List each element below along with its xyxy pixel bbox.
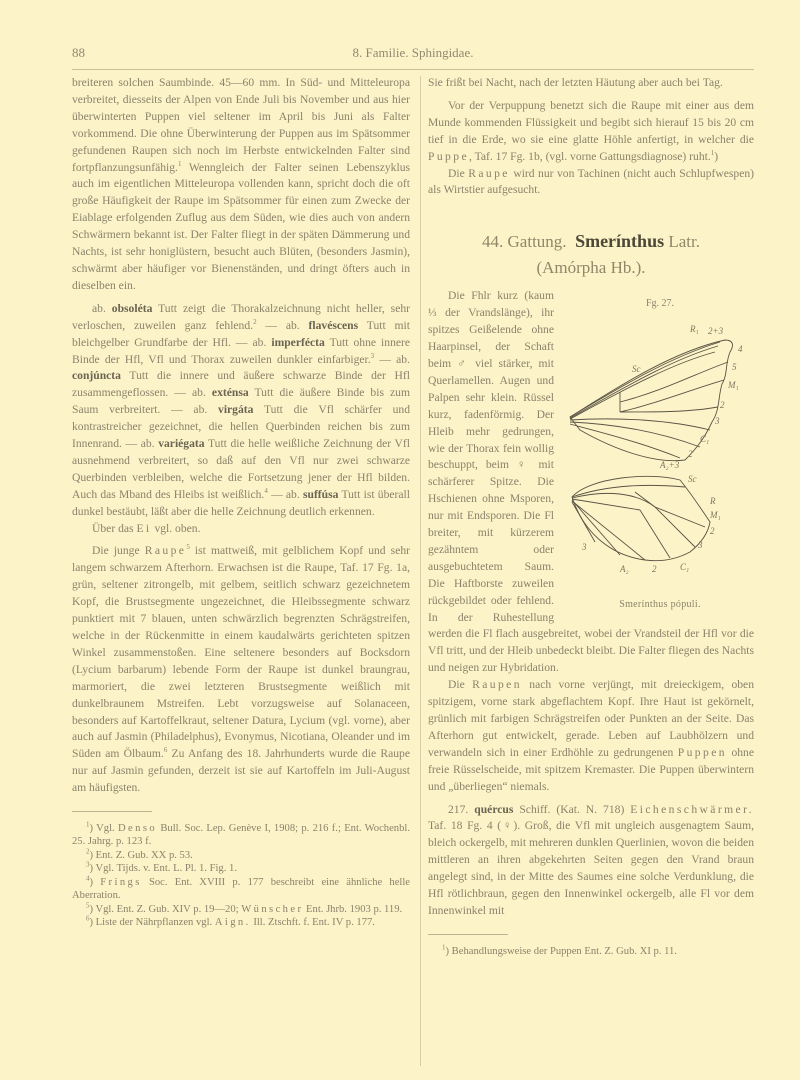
wing-venation-drawing [560, 312, 760, 602]
aberration-name: obsoléta [111, 301, 153, 315]
paragraph-feeding: Sie frißt bei Nacht, nach der letzten Häutung aber auch bei Tag. [428, 76, 723, 89]
footnote: $^4$) Frings Soc. Ent. XVIII p. 177 beschreibt eine ähnliche helle Aberration. [72, 874, 411, 902]
forewing-vein [620, 407, 718, 412]
vein-label: Sc [688, 474, 697, 485]
paragraph-genus-larvae: Die Raupen nach vorne verjüngt, mit dreieckigem, oben spitzigem, vorne stark abgeflachtem Kopf. Ihre Haut ist gekörnelt, grünlich mit farbigen Schrägstreifen oder Punkten an der Seite. Das Afterhorn gut entwickelt, gerade. Leben auf Laubhölzern und verwandeln sich in einer Erdhöhle zu gedrungenen Puppen ohne freie Rüsselscheide, mit spitzem Kremaster. Die Puppen überwintern und „überliegen“ niemals. [428, 678, 754, 793]
paragraph-pupation: Vor der Verpuppung benetzt sich die Raupe mit einer aus dem Munde kommenden Flüssigkeit und begibt sich hierauf 15 bis 20 cm tief in die Erde, wo sie eine glatte Höhle anfertigt, in welcher die Puppe, Taf. 17 Fg. 1b, (vgl. vorne Gattungsdiagnose) ruht.$^1$) [428, 98, 754, 163]
running-head: 8. Familie. Sphingidae. [352, 45, 474, 60]
aberration-name: virgáta [218, 403, 254, 417]
aberration-name: exténsa [211, 386, 249, 400]
footnote: $^1$) Vgl. Denso Bull. Soc. Lep. Genève I, 1908; p. 216 f.; Ent. Wochenbl. 25. Jahrg. p. 123 f. [72, 820, 410, 848]
figure-wing-venation [560, 292, 760, 622]
footnote: $^6$) Liste der Nährpflanzen vgl. Aign. Ill. Ztschft. f. Ent. IV p. 177. [86, 914, 375, 928]
vein-label: 2 [652, 564, 657, 575]
forewing-vein [570, 419, 710, 430]
vein-label: 3 [715, 416, 720, 427]
paragraph-parasites: Die Raupe wird nur von Tachinen (nicht auch Schlupfwespen) als Wirtstier aufgesucht. [428, 166, 754, 197]
column-divider [420, 76, 421, 1066]
vein-label: C₁ [700, 434, 710, 445]
page-number: 88 [72, 45, 85, 60]
vein-label: Sc [632, 364, 641, 375]
vein-label: 3 [582, 542, 587, 553]
figure-label: Fg. 27. [645, 298, 675, 310]
vein-label: 4 [738, 344, 743, 355]
vein-label: C₁ [680, 562, 690, 573]
footnote: $^1$) Behandlungsweise der Puppen Ent. Z. Gub. XI p. 11. [442, 943, 677, 957]
footnote-rule [72, 811, 152, 812]
hindwing-vein [572, 494, 655, 508]
aberration-name: imperfécta [271, 335, 325, 349]
hindwing-outline [572, 477, 710, 561]
footnote: $^5$) Vgl. Ent. Z. Gub. XIV p. 19—20; Wünscher Ent. Jhrb. 1903 p. 119. [86, 900, 403, 915]
footnotes-left [72, 822, 410, 929]
vein-label: R₁ [690, 324, 699, 335]
footnote: $^2$) Ent. Z. Gub. XX p. 53. [86, 847, 193, 861]
vein-label: 2 [710, 526, 715, 537]
paragraph-egg: Über das Ei vgl. oben. [92, 521, 201, 535]
species-common-name: Eichenschwärmer. [630, 802, 754, 816]
vein-label: M₁ [728, 380, 739, 391]
genus-name: Smerínthus [575, 231, 665, 252]
aberration-name: suffúsa [302, 487, 339, 501]
genus-heading: 44. Gattung. Smerínthus Latr. [482, 231, 700, 252]
vein-label: 2+3 [708, 326, 724, 337]
right-column [428, 75, 754, 958]
hindwing-vein [572, 500, 620, 555]
vein-label: R [710, 496, 716, 507]
paragraph-genus-description: Die Fhlr kurz (kaum ⅓ der Vrandslänge), ihr spitzes Geißelende ohne Haarpinsel, der Schaft beim ♂ viel stärker, mit Querlamellen. Augen und Palpen sehr klein. Rüssel kurz, fadenförmig. Der Hleib mehr gedrungen, wie der Thorax fein wollig beschuppt, beim ♀ mit schärferer Spitze. Die Hschienen ohne Msporen, nur mit Endsporen. Die Fl breiter, mit kürzerem gezähntem oder ausgebuchtetem Saum. Die Haftborste zuweilen rückgebildet oder fehlend. In der Ruhestellung werden die Fl flach ausgebreitet, wobei der Vrandsteil der Hfl vor die Vfl tritt, und der Hleib unbedeckt bleibt. Die Falter fliegen des Nachts und neigen zur Hybridation. [428, 289, 754, 675]
figure-caption: Smerínthus pópuli. [619, 599, 701, 611]
footnotes-right [428, 945, 754, 958]
vein-label: A₂+3 [660, 460, 680, 471]
paragraph-species-quercus: 217. quércus Schiff. (Kat. N. 718) Eichenschwärmer. Taf. 18 Fg. 4 (♀). Groß, die Vfl mit ungleich ausgenagtem Saum, bleich ockergelb, mit mehreren dunklen Querlinien, wovon die beiden mittleren an ihren abgekehrten Seiten gegen den Vrand braun angelegt sind, in der Mitte des Saumes eine solche Verdunklung, die Hfl rötlichbraun, gegen den Innenwinkel ockergelb, alle Fl vor dem Innenwinkel mit [428, 802, 754, 917]
vein-label: M₁ [710, 510, 721, 521]
vein-label: 2 [688, 449, 693, 460]
forewing-vein [570, 424, 680, 458]
hindwing-vein [655, 507, 695, 547]
forewing-vein [570, 422, 700, 447]
vein-label: 5 [732, 362, 737, 373]
header-rule [72, 69, 754, 70]
paragraph-larva: Die junge Raupe$^5$ ist mattweiß, mit gelblichem Kopf und sehr langem schwarzem Afterhorn. Erwachsen ist die Raupe, Taf. 17 Fg. 1a, grün, seltener zitrongelb, mit gelbem, seitlich schwarz gezeichnetem Kopf, die Brustsegmente ungezeichnet, die Hleibssegmente schwarz punktiert mit 7 blauen, unten schwärzlich begrenzten Schrägstreifen, welche in der Rückenmitte in einem kaudalwärts gerichteten spitzen Winkel zusammenstoßen. Eine seltenere besonders auf Bocksdorn (Lycium barbarum) lebende Form der Raupe ist dunkel braungrau, marmoriert, die zwei letzteren Brustsegmente weißlich mit dunkelbraunem Mstreifen. Lebt vorzugsweise auf Solanaceen, besonders auf Kartoffelkraut, seltener Datura, Lycium (vgl. vorne), aber auch auf Jasmin (Philadelphus), Evonymus, Nicotiana, Oleander und im Süden am Ölbaum.$^6$ Zu Anfang des 18. Jahrhunderts wurde die Raupe nur auf Jasmin gefunden, derzeit ist sie auf Kartoffeln im Juli-August am häufigsten. [72, 543, 411, 795]
aberration-name: flavéscens [308, 318, 359, 332]
page-header [72, 45, 754, 67]
aberration-name: variégata [158, 437, 205, 451]
aberration-name: conjúncta [72, 369, 121, 383]
hindwing-vein [572, 499, 640, 510]
footnote-rule [428, 934, 508, 935]
vein-label: A₂ [620, 564, 629, 575]
left-column [72, 75, 410, 929]
footnote-ref: 1 [177, 159, 182, 168]
forewing-vein [570, 352, 715, 419]
vein-label: 2 [720, 400, 725, 411]
vein-label: 3 [698, 540, 703, 551]
paragraph-distribution: breiteren solchen Saumbinde. 45—60 mm. In Süd- und Mitteleuropa verbreitet, diesseits der Alpen von Ende Juli bis November und aus hier überwinterten Puppen viel seltener im April bis Juni als Falter vorkommend. Die ohne Überwinterung der Puppen aus im Spätsommer gefundenen Raupen sich noch im Herbste entwickelnden Falter sind fortpflanzungsunfähig.$^1$ Wenngleich der Falter seinen Lebenszyklus auch im eigentlichen Mitteleuropa vollenden kann, spricht doch die oft große Häufigkeit der Raupe im Spätsommer für einen zum Zwecke der Eiablage erfolgenden Zuflug aus dem Süden, wie dies auch von andern Schwärmern bekannt ist. Der Falter fliegt in der späten Dämmerung und Nachts, ist sehr honiglüstern, besucht auch Blüten, (besonders Jasmin), schwärmt aber häufiger vor Bienenständen, und dringt öfters auch in dieselben ein. [72, 76, 410, 292]
footnote: $^3$) Vgl. Tijds. v. Ent. L. Pl. 1. Fig. 1. [86, 860, 237, 875]
genus-synonym: (Amórpha Hb.). [536, 258, 646, 278]
paragraph-aberrations: ab. obsoléta Tutt zeigt die Thorakalzeichnung nicht heller, sehr verloschen, zuweilen ganz fehlend.$^2$ — ab. flavéscens Tutt mit bleichgelber Grundfarbe der Hfl. — ab. imperfécta Tutt ohne innere Binde der Hfl, Vfl und Thorax zuweilen dunkler einfarbiger.$^3$ — ab. conjúncta Tutt die innere und äußere schwarze Binde der Hfl zusammengeflossen. — ab. exténsa Tutt die äußere Binde bis zum Saum verbreitert. — ab. virgáta Tutt die Vfl schärfer und kontrastreicher gezeichnet, die hellen Querbinden reichen bis zum Innenrand. — ab. variégata Tutt die helle weißliche Zeichnung der Vfl ausnehmend verbreitert, so daß auf den Vfl nur zwei schwarze Querbinden verbleiben, welche die Fortsetzung jener der Hfl bilden. Auch das Mband des Hleibs ist weißlich.$^4$ — ab. suffúsa Tutt ist überall dunkel bestäubt, läßt aber die helle Zeichnung deutlich erkennen. [72, 301, 411, 518]
vein-labels [581, 324, 743, 574]
species-name: quércus [474, 802, 514, 816]
